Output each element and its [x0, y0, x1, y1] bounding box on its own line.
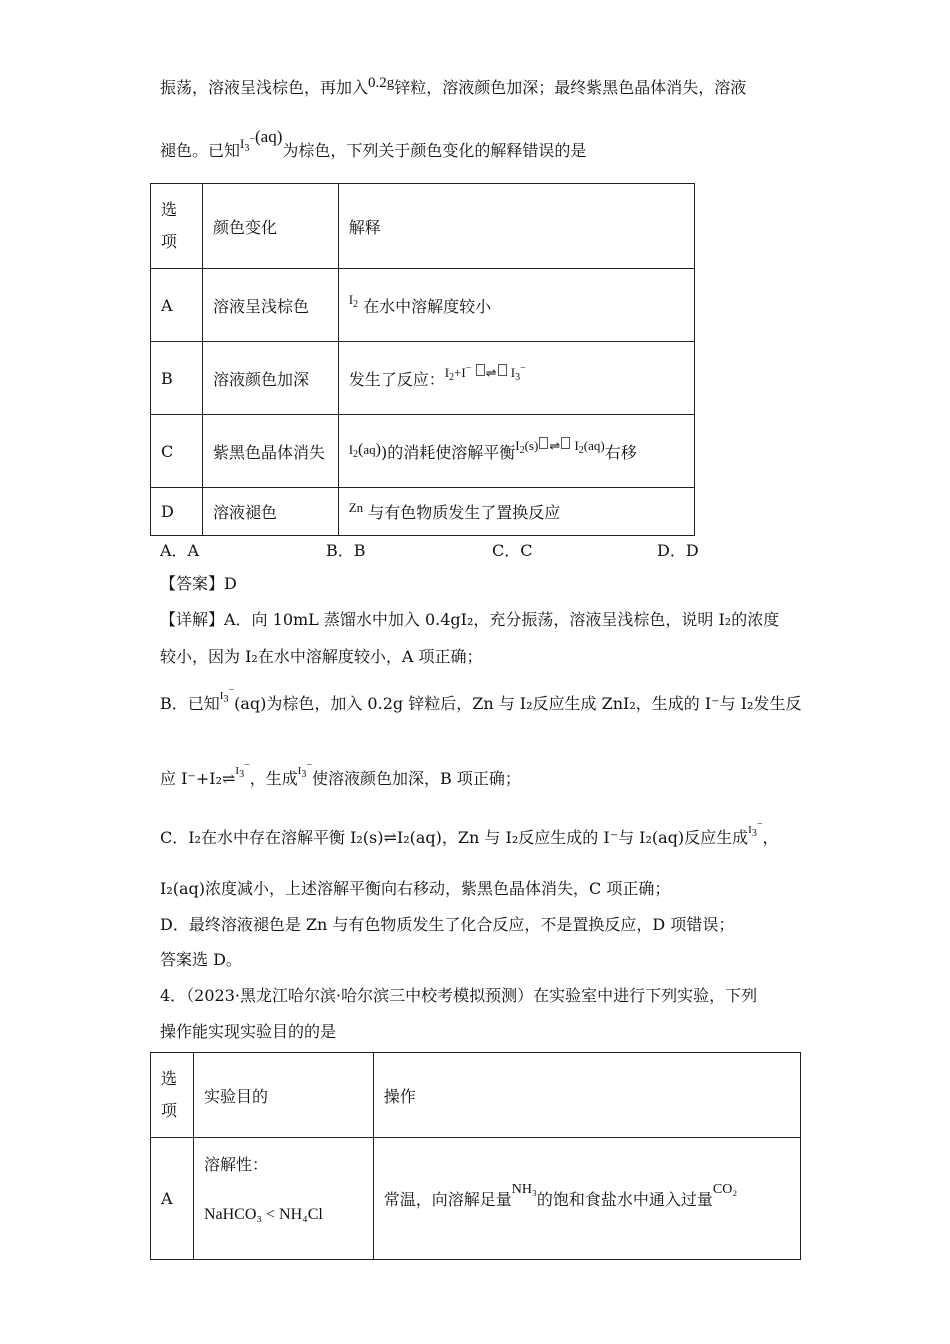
detail-line-6: I₂(aq)浓度减小，上述溶解平衡向右移动，紫黑色晶体消失，C 项正确； — [160, 879, 671, 898]
table-row — [151, 269, 695, 342]
detail-text: ，生成 — [249, 769, 298, 788]
explanation-table — [150, 183, 695, 536]
row-option: B — [151, 342, 203, 415]
table-header-row — [151, 1053, 801, 1138]
table-row — [151, 415, 695, 488]
table-row — [151, 1138, 801, 1260]
header-explain: 解释 — [338, 184, 694, 269]
detail-line-3: B．已知$I_3^-(aq)$为棕色，加入 0.2g 锌粒后，Zn 与 I₂反应生成 ZnI₂，生成的 I⁻与 I₂发生反 — [160, 685, 802, 713]
question-4-line-2: 操作能实现实验目的的是 — [160, 1022, 337, 1041]
aq-label: (aq) — [255, 127, 283, 146]
operation-text: 的饱和食盐水中通入过量 — [536, 1190, 713, 1209]
table-row — [151, 342, 695, 415]
row-explain: $I_2$ 在水中溶解度较小 — [338, 269, 694, 342]
co2-formula: CO₂ — [712, 1182, 738, 1197]
row-operation — [373, 1138, 800, 1260]
goal-label: 溶解性： — [203, 1154, 268, 1174]
intro-text-2b: 为棕色，下列关于颜色变化的解释错误的是 — [282, 141, 587, 160]
option-a: A．A — [160, 541, 200, 560]
detail-text: 使溶液颜色加深，B 项正确； — [312, 769, 521, 788]
detail-line-8: 答案选 D。 — [160, 950, 242, 969]
row-explain: $I_2(aq)$)的消耗使溶解平衡$I_2(s)$ ⇌ $I_2(aq)$右移 — [338, 415, 694, 488]
header-option: 选 项 — [161, 200, 178, 251]
explain-text: )的消耗使溶解平衡 — [380, 442, 516, 462]
question-4-line-1: 4．（2023·黑龙江哈尔滨·哈尔滨三中校考模拟预测）在实验室中进行下列实验，下列 — [160, 986, 758, 1005]
intro-text-1b: 锌粒，溶液颜色加深；最终紫黑色晶体消失，溶液 — [394, 78, 747, 97]
detail-text: B．已知 — [160, 694, 220, 713]
option-c: C．C — [492, 541, 533, 560]
table-row — [151, 488, 695, 536]
row-change: 溶液褪色 — [202, 488, 338, 536]
intro-line-2: 褪色。已知$I_3^-(aq)$为棕色，下列关于颜色变化的解释错误的是 — [160, 127, 587, 160]
row-change: 紫黑色晶体消失 — [202, 415, 338, 488]
row-goal — [193, 1138, 373, 1260]
detail-line-5: C．I₂在水中存在溶解平衡 I₂(s)⇌I₂(aq)，Zn 与 I₂反应生成的 I⁻与 I₂(aq)反应生成$I_3^-$， — [160, 819, 779, 847]
explain-text-end: 右移 — [604, 442, 637, 462]
goal-formula: NaHCO₃ < NH₄Cl — [203, 1205, 323, 1223]
row-change: 溶液颜色加深 — [202, 342, 338, 415]
detail-text: C．I₂在水中存在溶解平衡 I₂(s)⇌I₂(aq)，Zn 与 I₂反应生成的 I⁻与 I₂(aq)反应生成 — [160, 828, 749, 847]
detail-line-4: 应 $I^-+I_2\rightleftharpoons I_3^-$，生成$I_3^-$使溶液颜色加深，B 项正确； — [160, 760, 521, 788]
row-option: A — [151, 1138, 194, 1260]
header-option: 选 项 — [161, 1069, 178, 1120]
explain-text: 发生了反应： — [348, 369, 445, 389]
detail-line-2: 较小，因为 I₂在水中溶解度较小，A 项正确； — [160, 647, 483, 666]
detail-text: ， — [762, 828, 779, 847]
detail-text: (aq)为棕色，加入 0.2g 锌粒后，Zn 与 I₂反应生成 ZnI₂，生成的 I⁻与 I₂发生反 — [234, 694, 802, 713]
amount-value: 0.2g — [368, 75, 395, 91]
row-option: C — [151, 415, 203, 488]
row-explain: 发生了反应：$I_2+I^-$ ⇌ $I_3^-$ — [338, 342, 694, 415]
nh3-formula: NH₃ — [511, 1182, 537, 1197]
answer-line: 【答案】D — [160, 574, 237, 593]
header-change: 颜色变化 — [202, 184, 338, 269]
detail-line-1: 【详解】A．向 10mL 蒸馏水中加入 0.4gI₂，充分振荡，溶液呈浅棕色，说明 I₂的浓度 — [160, 610, 780, 629]
row-explain — [338, 488, 694, 536]
row-change: 溶液呈浅棕色 — [202, 269, 338, 342]
table-header-row — [151, 184, 695, 269]
triiodide-formula: I — [240, 136, 245, 151]
header-goal: 实验目的 — [193, 1053, 373, 1138]
option-d: D．D — [657, 541, 699, 560]
detail-line-7: D．最终溶液褪色是 Zn 与有色物质发生了化合反应，不是置换反应，D 项错误； — [160, 915, 735, 934]
explain-text: 在水中溶解度较小 — [363, 296, 492, 316]
intro-text-1a: 振荡，溶液呈浅棕色，再加入 — [160, 78, 369, 97]
intro-text-2a: 褪色。已知 — [160, 141, 241, 160]
explain-text: 与有色物质发生了置换反应 — [368, 503, 561, 522]
detail-text: 应 I⁻+I₂⇌ — [160, 769, 236, 788]
row-option: A — [151, 269, 203, 342]
row-option: D — [151, 488, 203, 536]
zn-formula: Zn — [348, 500, 364, 515]
operation-text: 常温，向溶解足量 — [383, 1190, 512, 1209]
header-operation: 操作 — [373, 1053, 800, 1138]
intro-line-1 — [160, 75, 747, 99]
experiment-table — [150, 1052, 801, 1260]
option-b: B．B — [326, 541, 366, 560]
